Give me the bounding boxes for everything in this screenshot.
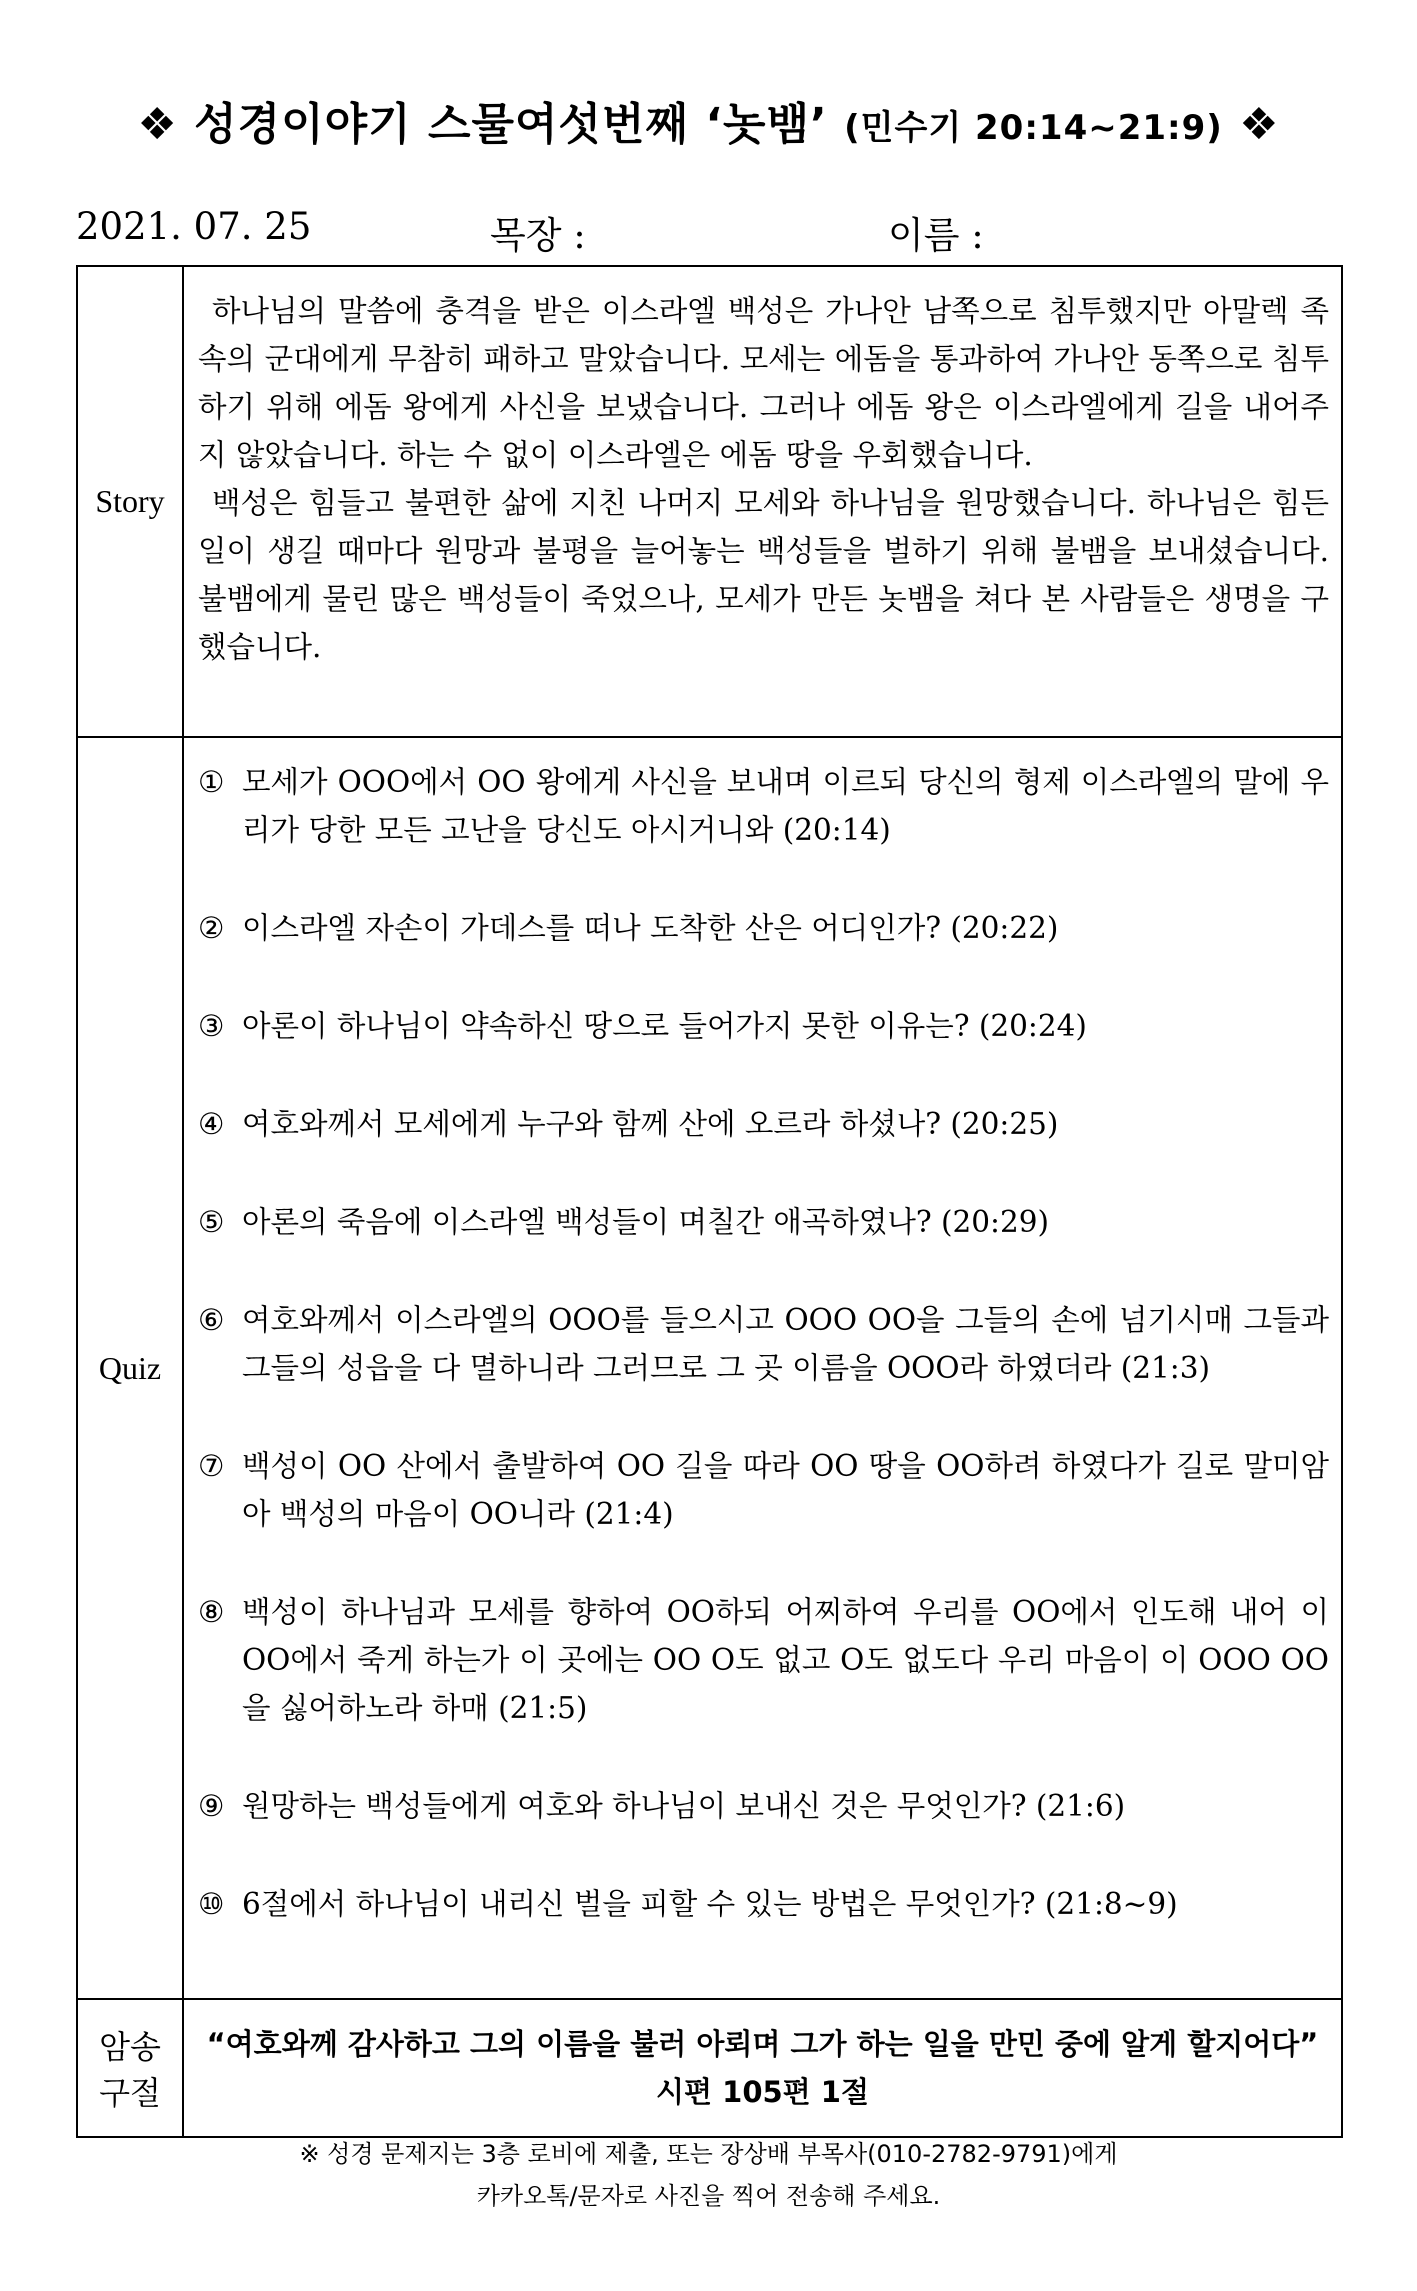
quiz-number: ② <box>198 911 225 945</box>
diamond-icon: ❖ <box>137 99 178 150</box>
quiz-item <box>198 758 1329 854</box>
quiz-number: ① <box>198 765 225 799</box>
page-title <box>0 88 1417 152</box>
story-label: Story <box>77 266 183 737</box>
memory-verse-reference: 시편 105편 1절 <box>656 2075 869 2109</box>
worksheet-table <box>76 265 1343 2138</box>
quiz-question: 아론이 하나님이 약속하신 땅으로 들어가지 못한 이유는? (20:24) <box>242 1009 1087 1043</box>
pastor-field-label: 목장 : <box>490 214 586 257</box>
quiz-item <box>198 1880 1329 1928</box>
title-main: 성경이야기 스물여섯번째 ‘놋뱀’ <box>194 99 828 150</box>
quiz-number: ⑨ <box>198 1789 225 1823</box>
quiz-question: 원망하는 백성들에게 여호와 하나님이 보내신 것은 무엇인가? (21:6) <box>242 1789 1126 1823</box>
quiz-label: Quiz <box>77 737 183 1999</box>
quiz-item <box>198 1100 1329 1148</box>
name-field-label: 이름 : <box>888 214 984 257</box>
quiz-number: ⑥ <box>198 1303 225 1337</box>
quiz-item <box>198 1296 1329 1392</box>
memory-verse-label-line: 구절 <box>99 2075 161 2111</box>
quiz-row <box>77 737 1342 1999</box>
memory-verse-label-line: 암송 <box>99 2029 161 2065</box>
quiz-number: ⑧ <box>198 1595 225 1629</box>
quiz-number: ⑤ <box>198 1205 225 1239</box>
quiz-item <box>198 1782 1329 1830</box>
quiz-number: ⑩ <box>198 1887 225 1921</box>
date: 2021. 07. 25 <box>76 205 312 248</box>
quiz-question: 여호와께서 이스라엘의 OOO를 들으시고 OOO OO을 그들의 손에 넘기시매 그들과 그들의 성읍을 다 멸하니라 그러므로 그 곳 이름을 OOO라 하였더라 (21:3) <box>242 1303 1329 1385</box>
story-paragraph: 백성은 힘들고 불편한 삶에 지친 나머지 모세와 하나님을 원망했습니다. 하나님은 힘든 일이 생길 때마다 원망과 불평을 늘어놓는 백성들을 벌하기 위해 불뱀을 보내셨습니다. 불뱀에게 물린 많은 백성들이 죽었으나, 모세가 만든 놋뱀을 쳐다 본 사람들은 생명을 구했습니다. <box>198 486 1329 664</box>
memory-verse-content <box>183 1999 1342 2137</box>
quiz-question: 백성이 하나님과 모세를 향하여 OO하되 어찌하여 우리를 OO에서 인도해 내어 이 OO에서 죽게 하는가 이 곳에는 OO O도 없고 O도 없도다 우리 마음이 이 OOO OO을 싫어하노라 하매 (21:5) <box>242 1595 1329 1725</box>
diamond-icon: ❖ <box>1239 99 1280 150</box>
quiz-item <box>198 1588 1329 1732</box>
quiz-number: ④ <box>198 1107 225 1141</box>
story-row <box>77 266 1342 737</box>
memory-verse-text: “여호와께 감사하고 그의 이름을 불러 아뢰며 그가 하는 일을 만민 중에 알게 할지어다” <box>206 2027 1319 2061</box>
quiz-question: 아론의 죽음에 이스라엘 백성들이 며칠간 애곡하였나? (20:29) <box>242 1205 1050 1239</box>
title-reference: (민수기 20:14~21:9) <box>844 108 1223 148</box>
memory-verse-label <box>77 1999 183 2137</box>
quiz-item <box>198 904 1329 952</box>
quiz-item <box>198 1198 1329 1246</box>
story-content <box>183 266 1342 737</box>
quiz-item <box>198 1442 1329 1538</box>
quiz-question: 여호와께서 모세에게 누구와 함께 산에 오르라 하셨나? (20:25) <box>242 1107 1059 1141</box>
quiz-number: ⑦ <box>198 1449 225 1483</box>
quiz-item <box>198 1002 1329 1050</box>
quiz-number: ③ <box>198 1009 225 1043</box>
quiz-question: 6절에서 하나님이 내리신 벌을 피할 수 있는 방법은 무엇인가? (21:8~9) <box>242 1887 1178 1921</box>
footnote-instructions: 카카오톡/문자로 사진을 찍어 전송해 주세요. <box>476 2182 941 2210</box>
quiz-question: 모세가 OOO에서 OO 왕에게 사신을 보내며 이르되 당신의 형제 이스라엘의 말에 우리가 당한 모든 고난을 당신도 아시거니와 (20:14) <box>242 765 1329 847</box>
quiz-question: 백성이 OO 산에서 출발하여 OO 길을 따라 OO 땅을 OO하려 하였다가 길로 말미암아 백성의 마음이 OO니라 (21:4) <box>242 1449 1329 1531</box>
quiz-question: 이스라엘 자손이 가데스를 떠나 도착한 산은 어디인가? (20:22) <box>242 911 1059 945</box>
memory-verse-row <box>77 1999 1342 2137</box>
quiz-content <box>183 737 1342 1999</box>
footnote-submission: ※ 성경 문제지는 3층 로비에 제출, 또는 장상배 부목사(010-2782-9791)에게 <box>299 2140 1118 2168</box>
story-paragraph: 하나님의 말씀에 충격을 받은 이스라엘 백성은 가나안 남쪽으로 침투했지만 아말렉 족속의 군대에게 무참히 패하고 말았습니다. 모세는 에돔을 통과하여 가나안 동쪽으로 침투하기 위해 에돔 왕에게 사신을 보냈습니다. 그러나 에돔 왕은 이스라엘에게 길을 내어주지 않았습니다. 하는 수 없이 이스라엘은 에돔 땅을 우회했습니다. <box>198 294 1329 472</box>
